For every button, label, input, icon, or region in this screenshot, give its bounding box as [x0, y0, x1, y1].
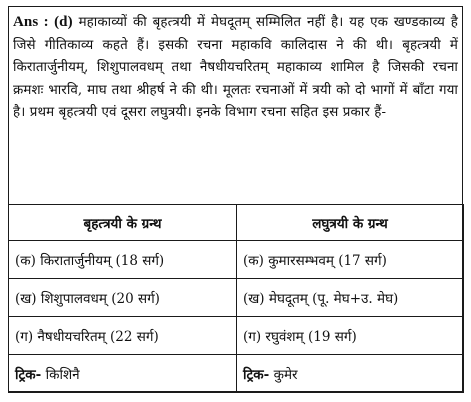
header-laghutrayi: लघुत्रयी के ग्रन्थ — [237, 205, 464, 241]
table-cell: (ग) रघुवंशम् (19 सर्ग) — [237, 317, 464, 355]
comparison-table — [8, 204, 464, 393]
trick-cell-laghutrayi — [237, 355, 464, 393]
table-cell: (क) कुमारसम्भवम् (17 सर्ग) — [237, 241, 464, 279]
table-row — [9, 317, 464, 355]
trick-value: किशिनै — [45, 366, 80, 383]
trick-label: ट्रिक- — [15, 366, 42, 383]
table-cell: (ख) शिशुपालवधम् (20 सर्ग) — [9, 279, 237, 317]
trick-row — [9, 355, 464, 393]
table-header-row — [9, 205, 464, 241]
table-cell: (क) किरातार्जुनीयम् (18 सर्ग) — [9, 241, 237, 279]
header-brihattrayi: बृहत्त्रयी के ग्रन्थ — [9, 205, 237, 241]
answer-text: महाकाव्यों की बृहत्त्रयी में मेघदूतम् सम्मिलित नहीं है। यह एक खण्डकाव्य है जिसे गीतिकाव्य कहते हैं। इसकी रचना महाकवि कालिदास ने की थी। बृहत्त्रयी में किरातार्जुनीयम्, शिशुपालवधम् तथा नैषधीयचरितम् महाकाव्य शामिल है जिसकी रचना क्रमशः भारवि, माघ तथा श्रीहर्ष ने की थी। मूलतः रचनाओं में त्रयी को दो भागों में बाँटा गया है। प्रथम बृहत्त्रयी एवं दूसरा लघुत्रयी। इनके विभाग रचना सहित इस प्रकार हैं- — [13, 15, 458, 121]
answer-box — [8, 6, 463, 392]
table-row — [9, 241, 464, 279]
trick-value: कुमेर — [273, 366, 298, 383]
answer-label: Ans : (d) — [13, 14, 73, 30]
trick-label: ट्रिक- — [243, 366, 270, 383]
table-row — [9, 279, 464, 317]
table-cell: (ग) नैषधीयचरितम् (22 सर्ग) — [9, 317, 237, 355]
trick-cell-brihattrayi — [9, 355, 237, 393]
table-cell: (ख) मेघदूतम् (पू. मेघ+उ. मेघ) — [237, 279, 464, 317]
answer-paragraph — [13, 11, 458, 125]
